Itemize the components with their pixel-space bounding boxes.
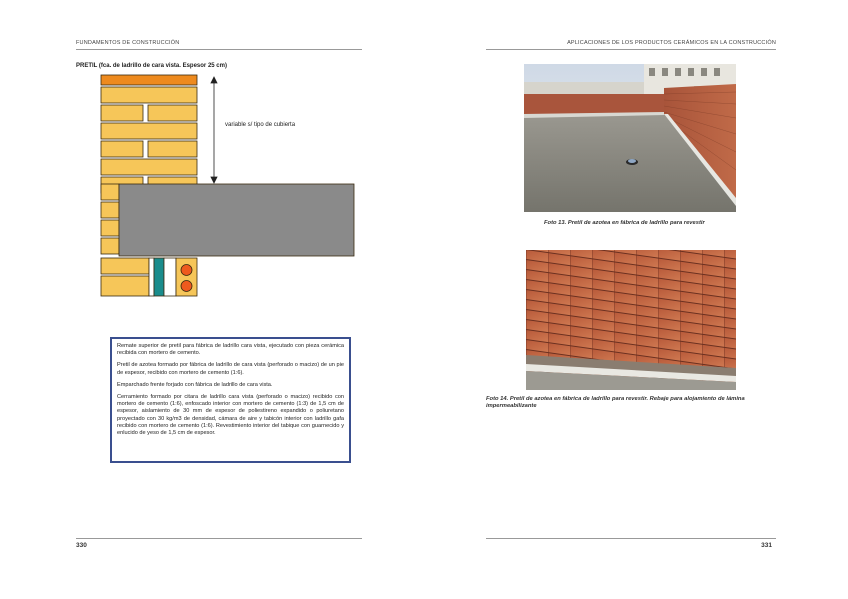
pretil-section-drawing xyxy=(96,72,362,302)
coping-piece xyxy=(101,75,197,85)
footer-rule xyxy=(486,538,776,539)
legend-item: Remate superior de pretil para fábrica de ladrillo cara vista, ejecutado con pieza cerámica recibida con mortero de cemento. xyxy=(117,343,344,357)
legend-box xyxy=(110,337,351,463)
floor-slab xyxy=(119,184,354,256)
legend-item: Pretil de azotea formado por fábrica de ladrillo de cara vista (perforado o macizo) de un pie de espesor, recibido con mortero de cemento (1:6). xyxy=(117,362,344,376)
header-rule xyxy=(76,49,362,50)
lower-wall xyxy=(101,258,197,296)
right-page-header: APLICACIONES DE LOS PRODUCTOS CERÁMICOS EN LA CONSTRUCCIÓN xyxy=(567,40,776,46)
header-rule xyxy=(486,49,776,50)
photo-13 xyxy=(524,64,736,212)
slab-edge-bricks xyxy=(101,184,119,254)
legend-item: Cerramiento formado por citara de ladrillo cara vista (perforado o macizo) recibido con mortero de cemento (1:6), enfoscado interior con mortero de cemento (1:3) de 1,5 cm de espesor, aislamiento de 30 mm de espesor de poliestireno expandido o poliuretano proyectado con 30 kg/m3 de densidad, cámara de aire y tabicón interior con ladrillo gafa recibido con mortero de cemento (1:6). Revestimiento interior del tabique con guarnecido y enlucido de yeso de 1,5 cm de espesor. xyxy=(117,394,344,437)
parapet-bricks xyxy=(101,87,197,193)
photo-14-caption: Foto 14. Pretil de azotea en fábrica de ladrillo para revestir. Rebaje para alojamiento de lámina impermeabilizante xyxy=(486,396,745,410)
legend-item: Emparchado frente forjado con fábrica de ladrillo de cara vista. xyxy=(117,381,273,388)
footer-rule xyxy=(76,538,362,539)
page-number: 330 xyxy=(76,542,87,549)
dimension-arrow xyxy=(211,77,217,183)
page-number: 331 xyxy=(761,542,772,549)
photo-14 xyxy=(526,250,736,390)
right-page xyxy=(424,0,848,599)
photo-13-caption: Foto 13. Pretil de azotea en fábrica de ladrillo para revestir xyxy=(544,220,705,226)
dimension-label: variable s/ tipo de cubierta xyxy=(225,122,296,128)
insulation-layer xyxy=(154,258,164,296)
figure-title: PRETIL (fca. de ladrillo de cara vista. Espesor 25 cm) xyxy=(76,63,227,69)
left-page-header: FUNDAMENTOS DE CONSTRUCCIÓN xyxy=(76,40,180,46)
